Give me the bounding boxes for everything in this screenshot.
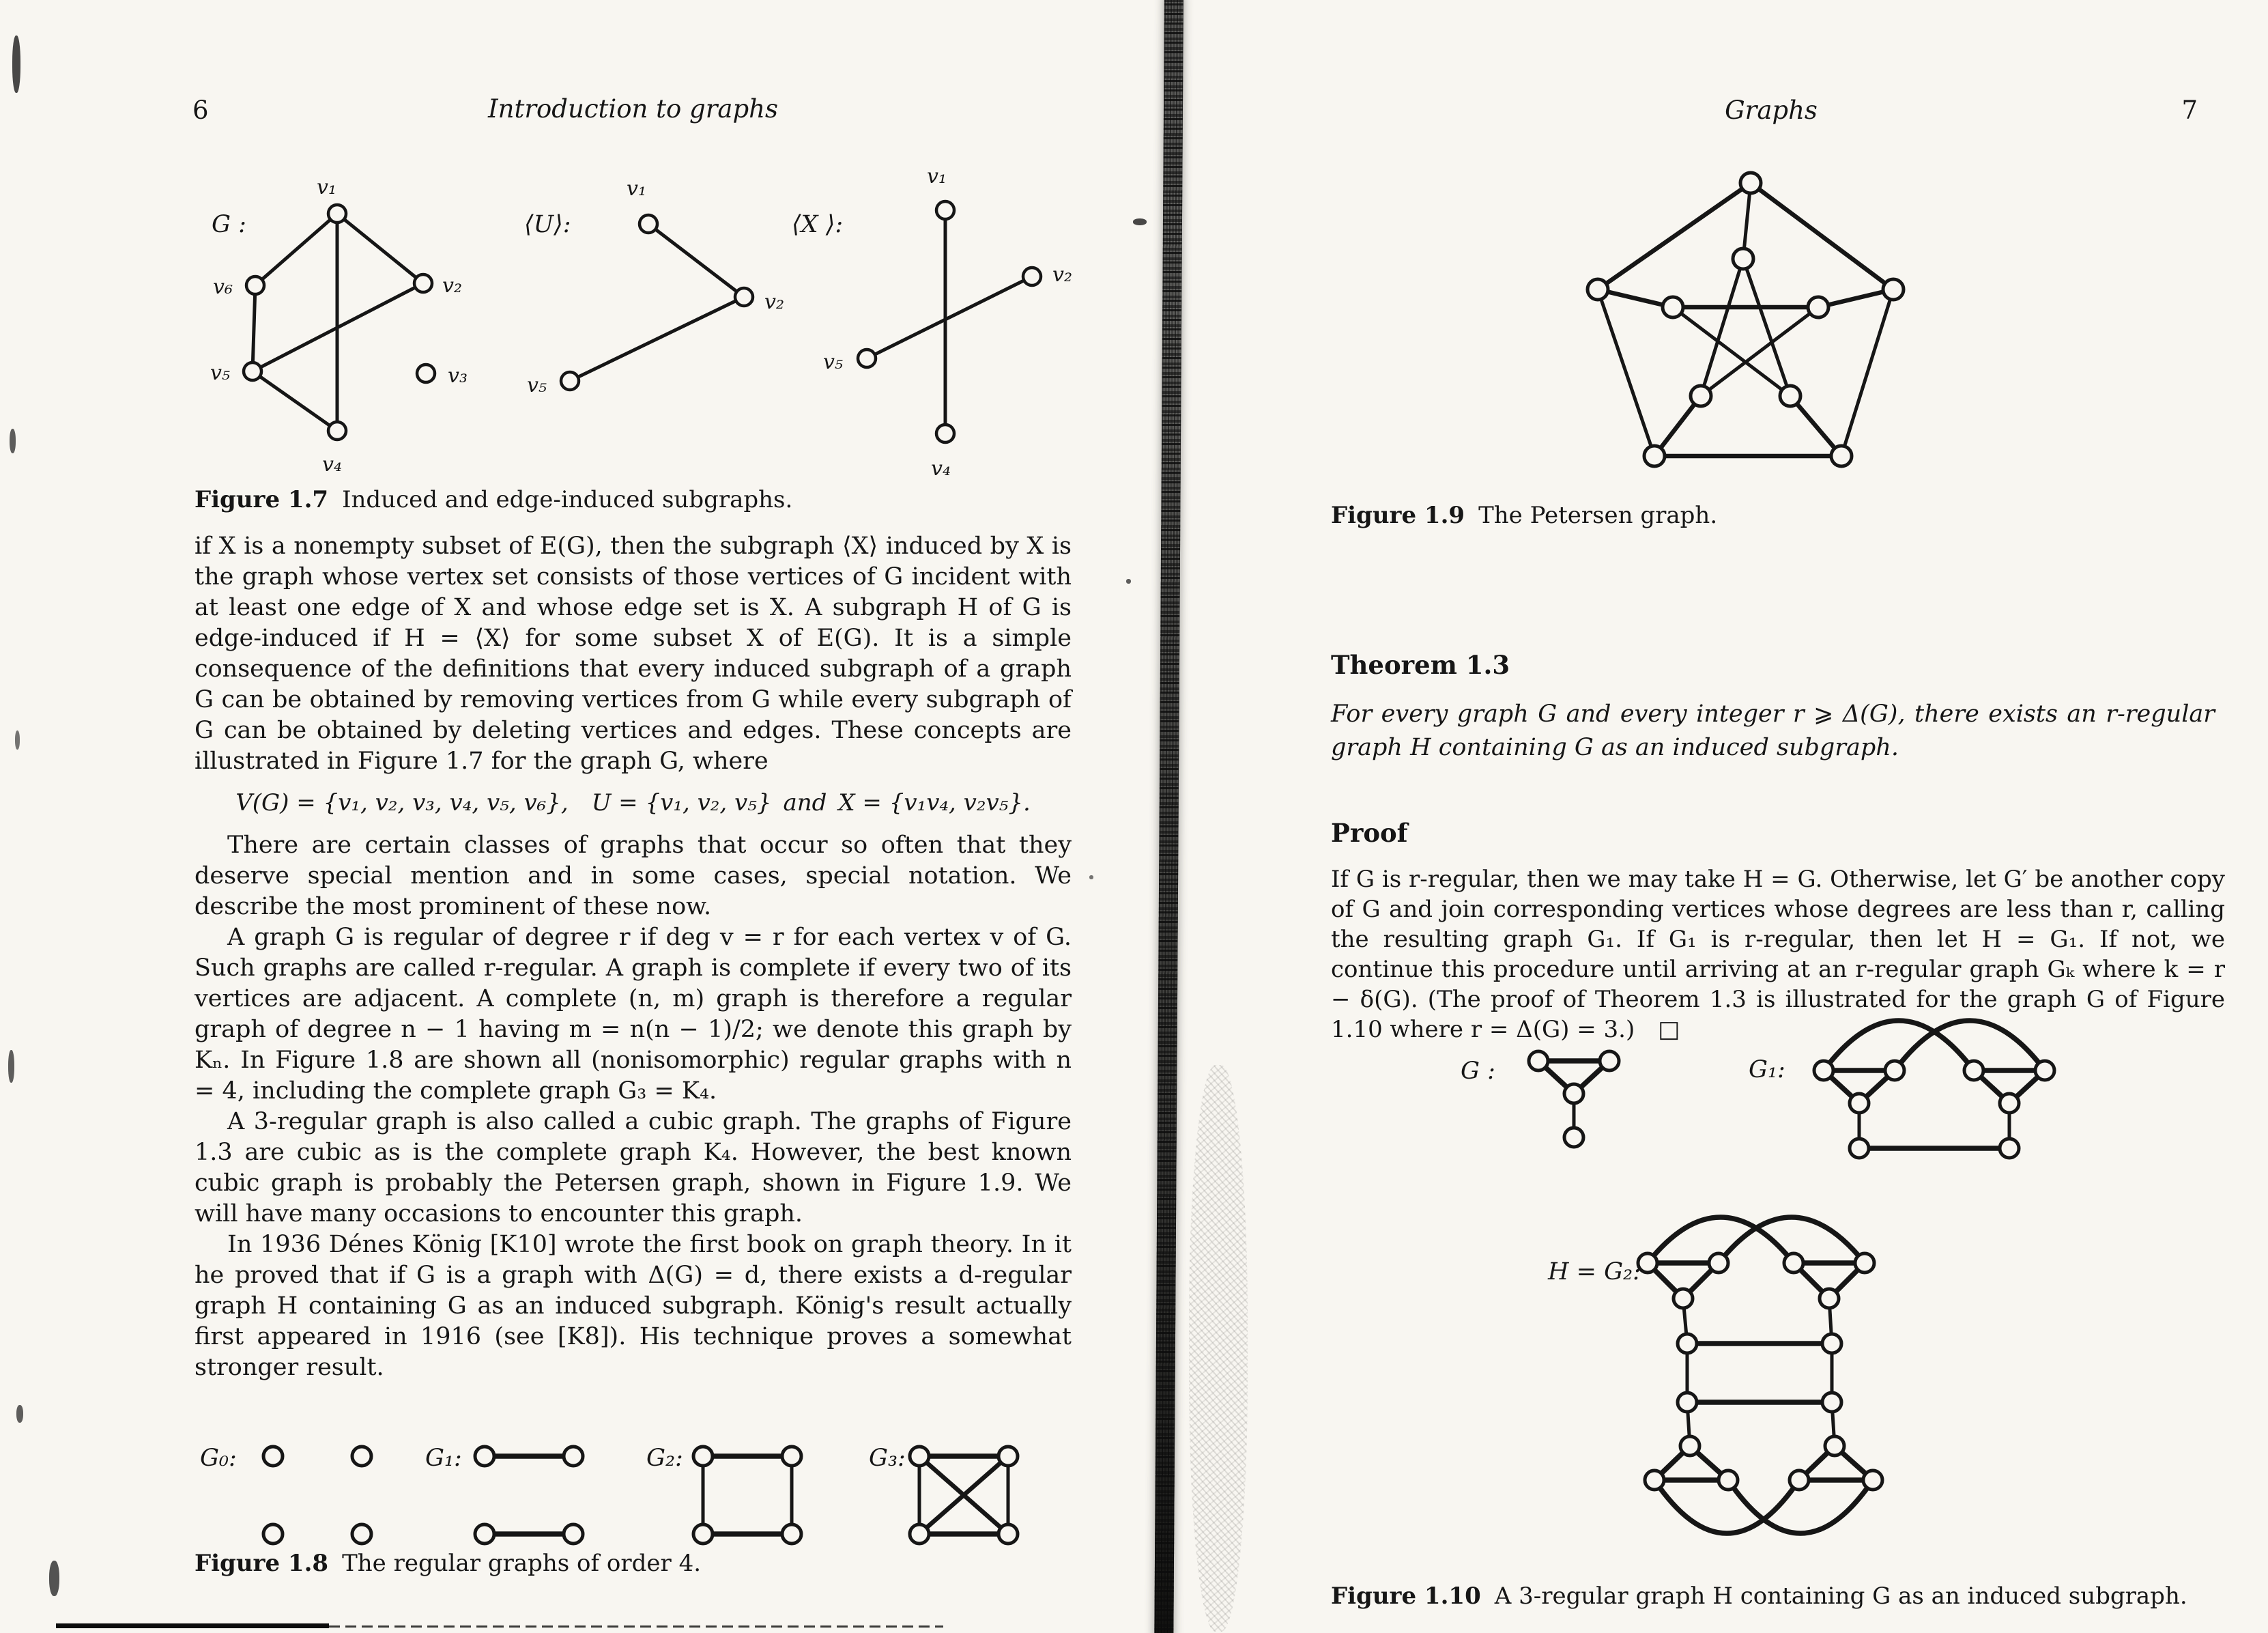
figure-1-10-drawing: [1358, 990, 2177, 1604]
graph-x-label: ⟨X ⟩:: [792, 211, 844, 238]
fig110-graph-g1-nodes: [1814, 1061, 2054, 1158]
figure-1-9-petersen-drawing: [1556, 164, 1966, 492]
figure-1-7-caption-text: Induced and edge-induced subgraphs.: [342, 486, 793, 513]
graph-u-nodes: [561, 215, 753, 390]
scan-artifact-bottom-rule: [56, 1623, 329, 1628]
left-page: [0, 0, 1119, 1633]
paragraph: There are certain classes of graphs that occur so often that they deserve special mention and in some cases, special notation. We describe the most prominent of these now.: [195, 832, 1072, 920]
figure-1-8-drawing: [195, 1430, 1075, 1563]
fig110-graph-g1-edges: [1824, 1021, 2045, 1148]
vertex-label: v₆: [213, 275, 233, 299]
vertex-label: v₂: [1052, 263, 1072, 287]
figure-1-7-caption-label: Figure 1.7: [195, 486, 329, 513]
scan-artifact: [16, 1405, 23, 1423]
paragraph: if X is a nonempty subset of E(G), then the subgraph ⟨X⟩ induced by X is the graph whose vertex set consists of those vertices of G incident with at least one edge of X and whose edge set is X. A subgraph H of G is edge-induced if H = ⟨X⟩ for some subset X of E(G). It is a simple consequence of the definitions that every induced subgraph of a graph G can be obtained by removing vertices from G while every subgraph of G can be obtained by deleting vertices and edges. These concepts are illustrated in Figure 1.7 for the graph G, where: [195, 532, 1072, 775]
scan-artifact: [12, 36, 20, 93]
petersen-nodes: [1588, 173, 1904, 466]
fig110-graph-g2-label: H = G₂:: [1548, 1258, 1641, 1286]
graph-g1-label: G₁:: [425, 1445, 462, 1472]
scan-artifact: [15, 730, 20, 750]
graph-g1: [425, 1445, 583, 1544]
figure-1-8-caption: [195, 1550, 1072, 1577]
proof-heading: Proof: [1331, 818, 1408, 848]
figure-1-7-caption: [195, 486, 1072, 513]
fig110-graph-g2-edges: [1648, 1217, 1873, 1533]
graph-g0: [200, 1445, 371, 1544]
left-body-text: [195, 531, 1072, 1383]
figure-1-10-caption-text: A 3-regular graph H containing G as an induced subgraph.: [1494, 1582, 2187, 1610]
figure-1-8-caption-text: The regular graphs of order 4.: [342, 1550, 702, 1577]
right-running-head: Graphs: [1725, 96, 1818, 125]
figure-1-8-caption-label: Figure 1.8: [195, 1550, 329, 1577]
petersen-edges: [1598, 183, 1893, 456]
scan-artifact: [10, 429, 16, 453]
vertex-label: v₅: [210, 361, 230, 385]
theorem-body: For every graph G and every integer r ⩾ Δ(G), there exists an r-regular graph H containing G as an induced subgraph.: [1331, 700, 2215, 761]
vertex-label: v₅: [823, 350, 843, 374]
scan-artifact: [8, 1050, 14, 1083]
graph-g3: [869, 1445, 1018, 1544]
scan-artifact: [1089, 875, 1093, 879]
fig110-graph-g-label: G :: [1461, 1057, 1495, 1085]
figure-1-7-drawing: [184, 164, 1072, 492]
paragraph: In 1936 Dénes König [K10] wrote the first book on graph theory. In it he proved that if G is a graph with Δ(G) = d, there exists a d-regular graph H containing G as an induced subgraph. König's result actually first appeared in 1916 (see [K8]). His technique proves a somewhat stronger result.: [195, 1231, 1072, 1381]
right-page: [1188, 0, 2268, 1633]
graph-g-edges: [253, 214, 423, 431]
scan-artifact: [1126, 579, 1131, 584]
graph-g-label: G :: [212, 211, 246, 238]
spine-noise-haze: [1189, 1065, 1248, 1632]
figure-1-9-caption-text: The Petersen graph.: [1478, 502, 1718, 529]
vertex-label: v₁: [627, 177, 646, 201]
graph-u-edges: [570, 224, 744, 381]
vertex-label: v₄: [931, 457, 951, 481]
scan-artifact: [49, 1561, 59, 1596]
graph-x-nodes: [858, 201, 1041, 442]
graph-x-labels: [792, 165, 1072, 481]
graph-x-edges: [867, 210, 1032, 434]
equation: V(G) = {v₁, v₂, v₃, v₄, v₅, v₆}, U = {v₁, v₂, v₅} and X = {v₁v₄, v₂v₅}.: [235, 789, 1031, 816]
left-page-number: 6: [192, 96, 209, 125]
vertex-label: v₅: [527, 373, 547, 397]
scan-artifact-bottom-rule-faint: [329, 1625, 943, 1628]
vertex-label: v₂: [764, 290, 784, 314]
figure-1-9-caption: [1331, 502, 2211, 529]
vertex-label: v₂: [442, 274, 462, 298]
book-spine-gutter: [1154, 0, 1183, 1633]
figure-1-9-caption-label: Figure 1.9: [1331, 502, 1465, 529]
fig110-graph-g-nodes: [1529, 1051, 1619, 1147]
graph-g2: [646, 1445, 801, 1544]
vertex-label: v₁: [927, 165, 947, 188]
vertex-label: v₃: [448, 364, 468, 388]
graph-g0-label: G₀:: [200, 1445, 237, 1472]
figure-1-10-caption: [1331, 1582, 2232, 1610]
left-running-head: Introduction to graphs: [488, 94, 778, 124]
paragraph: A graph G is regular of degree r if deg v = r for each vertex v of G. Such graphs are called r-regular. A graph is complete if every two of its vertices are adjacent. A complete (n, m) graph is therefore a regular graph of degree n − 1 having m = n(n − 1)/2; we denote this graph by Kₙ. In Figure 1.8 are shown all (nonisomorphic) regular graphs with n = 4, including the complete graph G₃ = K₄.: [195, 924, 1072, 1105]
graph-g2-label: G₂:: [646, 1445, 683, 1472]
vertex-label: v₄: [322, 453, 342, 477]
theorem-heading: Theorem 1.3: [1331, 650, 1510, 680]
graph-g3-label: G₃:: [869, 1445, 906, 1472]
graph-u-label: ⟨U⟩:: [524, 211, 571, 238]
fig110-graph-g1-label: G₁:: [1749, 1056, 1785, 1083]
right-page-number: 7: [2181, 96, 2198, 125]
vertex-label: v₁: [317, 175, 336, 199]
proof-body: If G is r-regular, then we may take H = G. Otherwise, let G′ be another copy of G and join corresponding vertices whose degrees are less than r, calling the resulting graph G₁. If G₁ is r-regular, then let H = G₁. If not, we continue this procedure until arriving at an r-regular graph Gₖ where k = r − δ(G). (The proof of Theorem 1.3 is illustrated for the graph G of Figure 1.10 where r = Δ(G) = 3.) □: [1331, 866, 2225, 1043]
graph-g-nodes: [244, 205, 435, 440]
paragraph: A 3-regular graph is also called a cubic graph. The graphs of Figure 1.3 are cubic as is the complete graph K₄. However, the best known cubic graph is probably the Petersen graph, shown in Figure 1.9. We will have many occasions to encounter this graph.: [195, 1108, 1072, 1227]
figure-1-10-caption-label: Figure 1.10: [1331, 1582, 1481, 1610]
scan-artifact: [1133, 218, 1147, 225]
